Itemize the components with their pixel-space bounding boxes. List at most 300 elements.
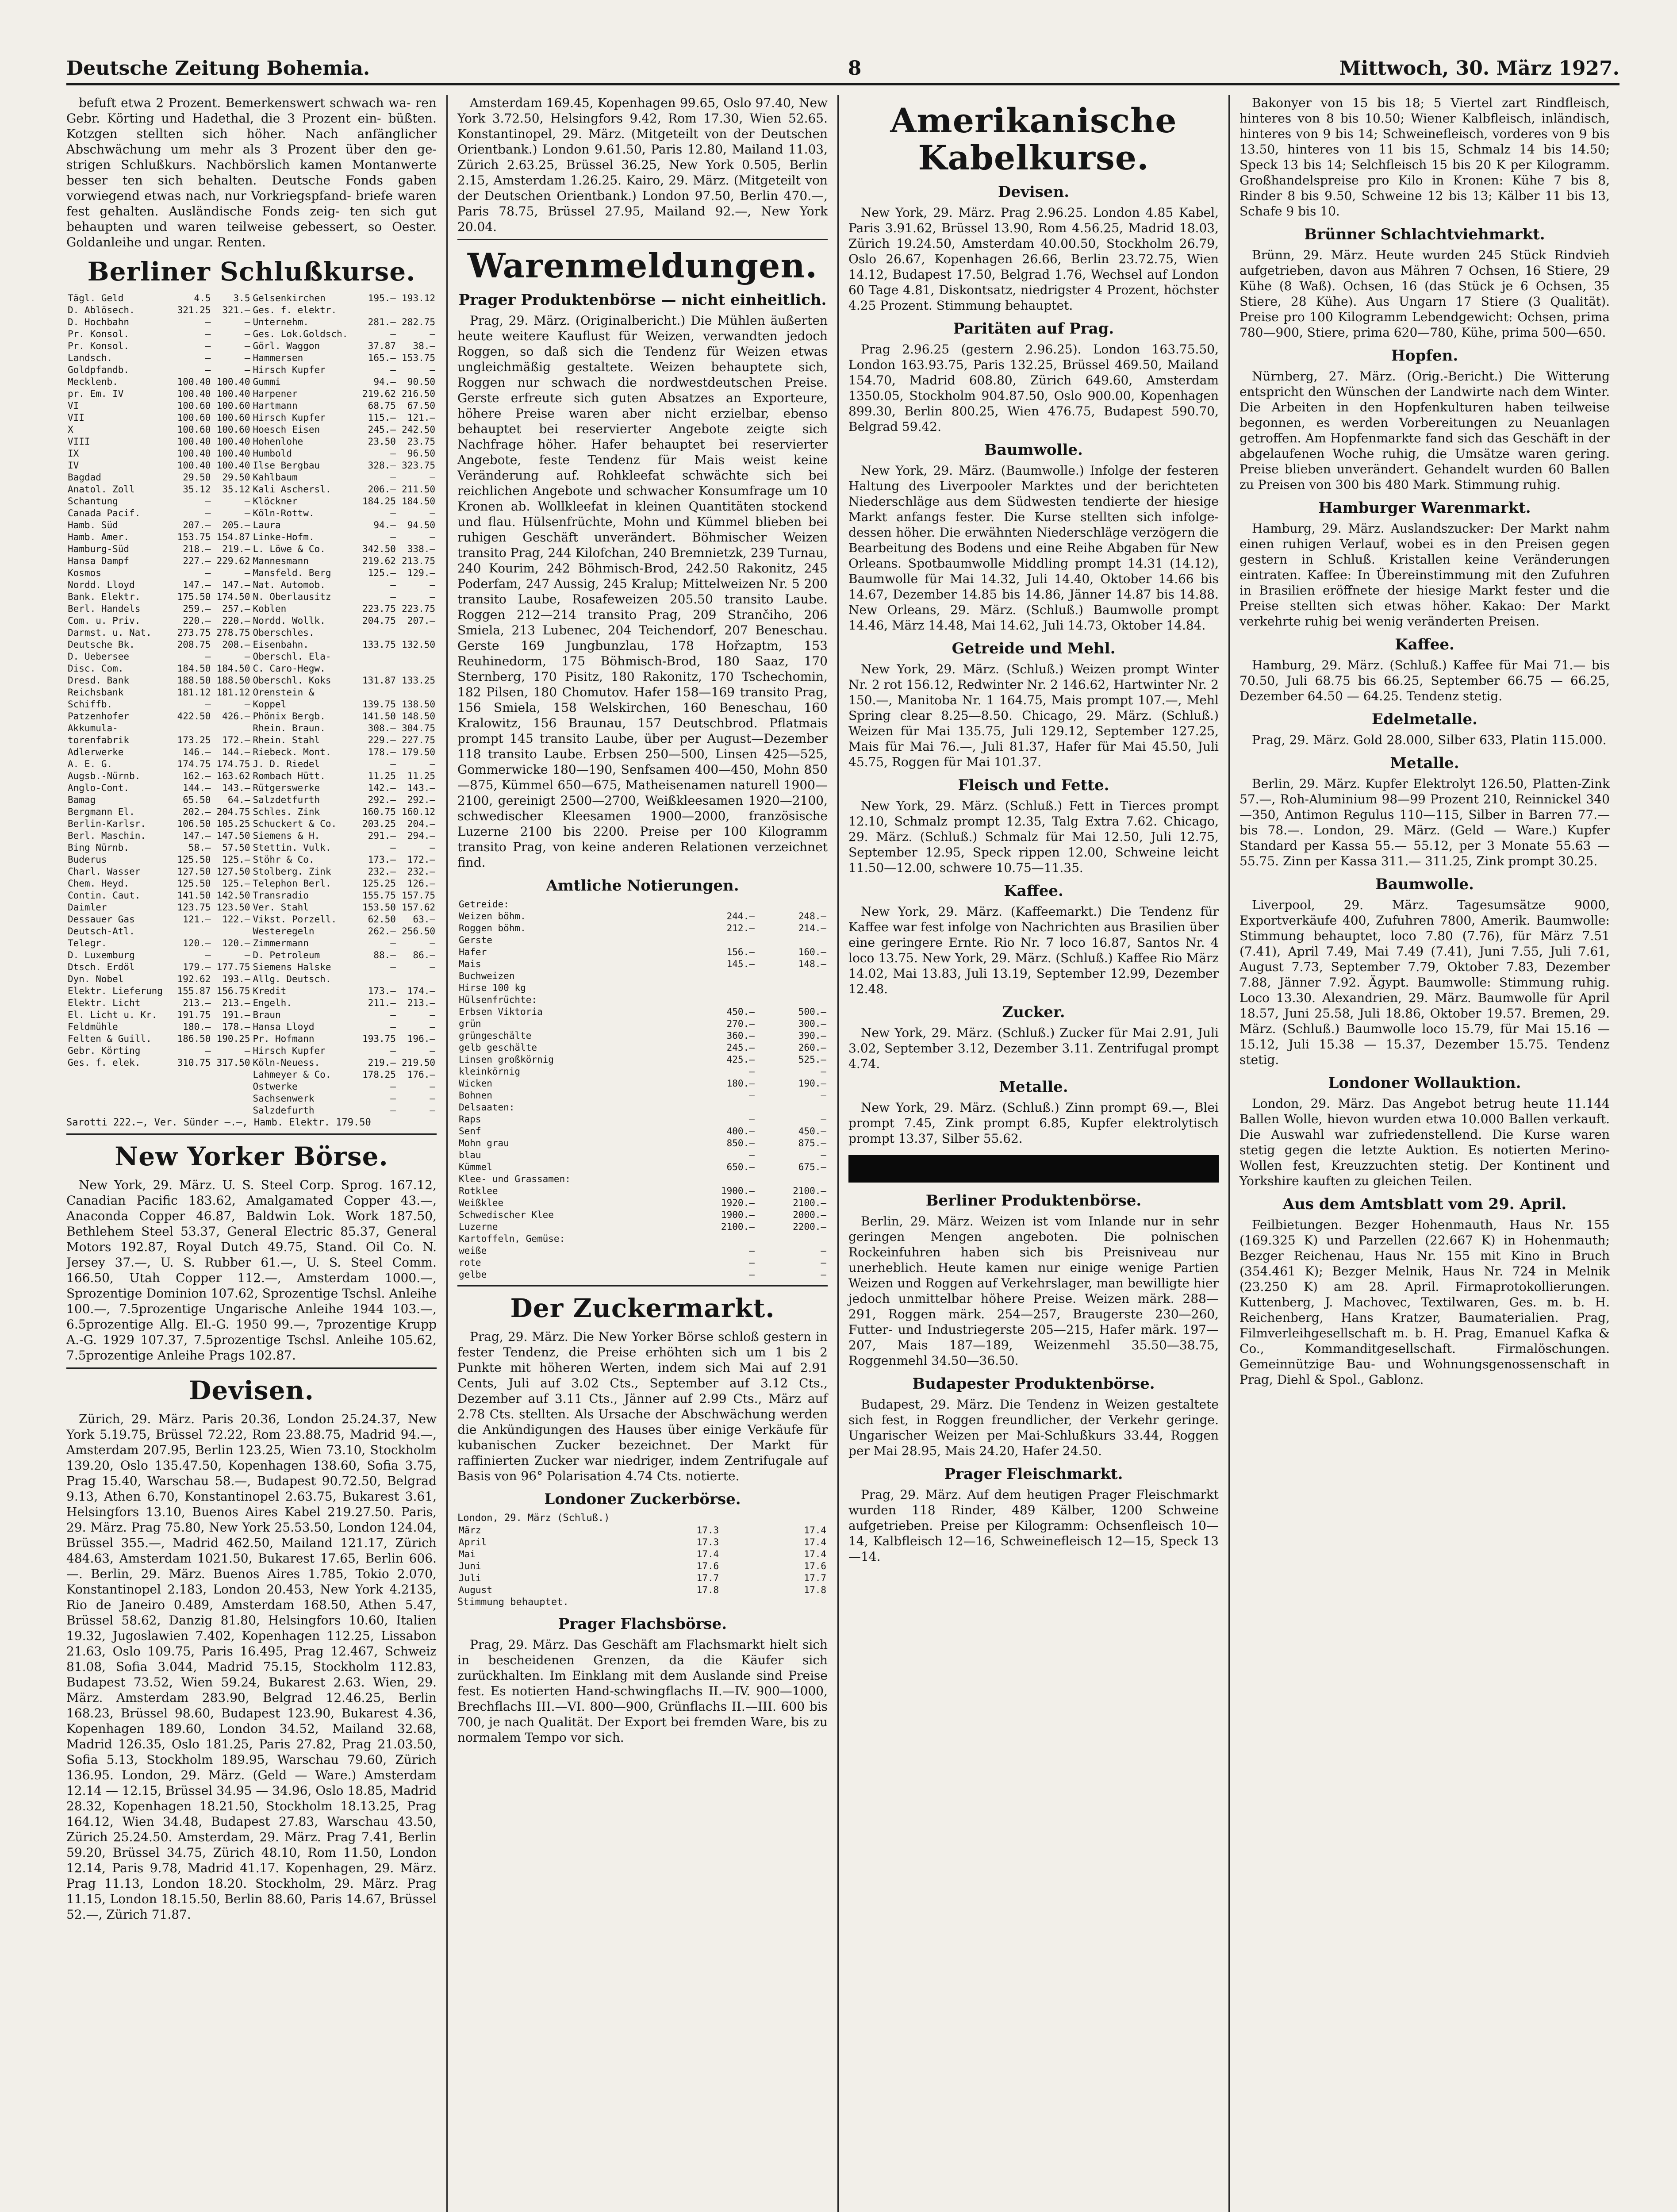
table-cell: 360.— [726, 1030, 755, 1041]
londoner-zuckerboerse-footer: Stimmung behauptet. [457, 1597, 569, 1608]
table-cell: — [430, 842, 435, 853]
table-cell: 2000.— [793, 1210, 826, 1220]
table-cell: 127.50 [216, 866, 250, 877]
table-row [66, 484, 437, 495]
table-cell: Vikst. Porzell. [253, 914, 337, 925]
table-cell: 213.75 [402, 556, 435, 566]
table-cell: — [244, 508, 250, 518]
market-report-intro: befuft etwa 2 Prozent. Bemerkenswert schwach wa- ren Gebr. Körting und Hadethal, die 3 Prozent ein- büßten. Kotzgen stellten sich höher. Nach anfänglicher Abschwächung um mehr als 3 Prozent über den ge- strigen Schlußkurs. Nachbörslich kamen Montanwerte besser ten sich behalten. Deutsche Fonds gaben vorwiegend etwas nach, nur Vorkriegspfand- briefe waren fest gehalten. Ausländische Fonds zeig- ten sich gut behaupten und waren teilweise gebessert, so Oester. Goldanleihe und ungar. Renten. [66, 96, 437, 250]
table-cell: 100.40 [177, 388, 211, 399]
table-row [66, 448, 437, 460]
table-cell: Wicken [459, 1078, 492, 1089]
table-cell: — [430, 1022, 435, 1032]
table-cell: 138.50 [402, 699, 435, 710]
table-row [66, 316, 437, 328]
table-cell: — [430, 938, 435, 949]
table-row [457, 1078, 828, 1090]
table-cell: Kredit [253, 986, 287, 996]
table-cell: Delsaaten: [459, 1102, 515, 1113]
table-cell: — [390, 591, 396, 602]
table-cell: 23.75 [407, 436, 435, 447]
table-cell: — [390, 580, 396, 590]
table-cell: 160.12 [402, 806, 435, 817]
schlusskurse-footer: Sarotti 222.—, Ver. Sünder —.—, Hamb. Elektr. 179.50 [66, 1117, 371, 1128]
divider [457, 239, 828, 240]
table-cell: — [244, 353, 250, 363]
table-cell: 23.50 [368, 436, 396, 447]
table-row [457, 922, 828, 934]
hamburger-warenmarkt-text: Hamburg, 29. März. Auslandszucker: Der Markt nahm einen ruhigen Verlauf, wobei es in den Preisen gegen gestern in Schluß. Kristallen keine Veränderungen eintraten. Kaffee: In Übereinstimmung mit den Zufuhren in Brasilien eröffnete der hiesige Markt fester und die Preise stellten sich etwas höher. Kakao: Der Markt verkehrte ruhig bei wenig veränderten Preisen. [1240, 521, 1610, 629]
table-row [66, 1105, 437, 1117]
table-cell [756, 1102, 828, 1114]
table-cell: 163.62 [216, 771, 250, 781]
table-cell: Koppel [253, 699, 287, 710]
table-cell: 310.75 [177, 1057, 211, 1068]
table-cell [173, 1105, 212, 1117]
table-row [457, 1161, 828, 1173]
table-cell: D. Luxemburg [68, 950, 135, 960]
table-cell: 218.— [183, 544, 211, 554]
table-row [66, 1081, 437, 1093]
table-cell: Mohn grau [459, 1138, 509, 1148]
table-cell: — [244, 496, 250, 507]
table-cell: Daimler [68, 902, 107, 913]
table-cell: 317.50 [216, 1057, 250, 1068]
divider [66, 1367, 437, 1369]
table-cell: Koblen [253, 603, 287, 614]
table-row [66, 1057, 437, 1069]
table-cell: 174.75 [177, 759, 211, 769]
kabelkurse-devisen-title: Devisen. [998, 183, 1070, 201]
table-row [457, 1066, 828, 1078]
table-cell: 179.— [183, 962, 211, 972]
table-cell: kleinkörnig [459, 1066, 521, 1077]
table-cell: Ilse Bergbau [253, 460, 320, 471]
table-cell: Mansfeld. Berg [253, 568, 331, 578]
table-row [66, 424, 437, 436]
kaffee-hamburg-title: Kaffee. [1395, 636, 1454, 653]
table-row [457, 1185, 828, 1197]
table-cell: — [205, 365, 211, 375]
table-row [66, 663, 437, 675]
table-cell: 178.— [222, 1022, 250, 1032]
table-cell: 17.3 [696, 1525, 719, 1536]
table-cell: Kosmos [68, 568, 101, 578]
table-cell: Rütgerswerke [253, 783, 320, 793]
zuckermarkt-text: Prag, 29. März. Die New Yorker Börse schloß gestern in fester Tendenz, die Preise erhöhten sich um 1 bis 2 Punkte mit höheren Werten, indem sich Mai auf 2.91 Cents, Juli auf 3.02 Cts., September auf 3.12 Cts., Dezember auf 3.11 Cts., Jänner auf 2.99 Cts., März auf 2.78 Cts. stellten. Als Ursache der Abschwächung werden die Ankündigungen des Hauses über einige Verkäufe für kubanischen Zucker bezeichnet. Der Markt für raffinierten Zucker war niedriger, indem Zentrifugale auf Basis von 96° Polarisation 4.74 Cts. notierte. [457, 1329, 828, 1483]
table-cell: 181.12 [216, 687, 250, 698]
table-row [457, 899, 828, 910]
table-cell: 90.50 [407, 376, 435, 387]
table-cell: 294.— [407, 830, 435, 841]
table-cell: Oberschl. Koks [253, 675, 331, 686]
table-cell [684, 994, 756, 1006]
table-cell: 257.— [222, 603, 250, 614]
table-cell: 1900.— [721, 1186, 755, 1196]
table-cell: 213.— [407, 998, 435, 1008]
table-cell: Nordd. Wollk. [253, 615, 326, 626]
amtliche-notierungen-title: Amtliche Notierungen. [546, 877, 739, 895]
table-cell: 126.— [407, 878, 435, 889]
table-cell [358, 304, 397, 316]
column-1 [66, 95, 448, 2212]
table-cell: Weißklee [459, 1198, 504, 1208]
table-row [457, 1257, 828, 1269]
table-cell: Schiffb. [68, 699, 113, 710]
table-cell [397, 627, 437, 639]
table-cell: IV [68, 460, 79, 471]
table-cell: Berl. Handels [68, 603, 141, 614]
table-cell: Bamag [68, 795, 96, 805]
table-cell: 62.50 [368, 914, 396, 925]
edelmetalle-text: Prag, 29. März. Gold 28.000, Silber 633, Platin 115.000. [1252, 733, 1607, 747]
table-cell: 875.— [798, 1138, 826, 1148]
table-row [457, 1525, 828, 1536]
table-row [66, 495, 437, 507]
table-cell: 4.5 [194, 293, 211, 303]
table-cell: Rotklee [459, 1186, 498, 1196]
table-cell: 58.— [188, 842, 211, 853]
kaffee-hamburg-text: Hamburg, 29. März. (Schluß.) Kaffee für Mai 71.— bis 70.50, Juli 68.75 bis 66.25, September 66.75 — 66.25, Dezember 64.50 — 64.25. Tendenz stetig. [1240, 658, 1610, 703]
table-row [457, 1536, 828, 1548]
table-cell: 123.75 [177, 902, 211, 913]
table-cell: 173.— [368, 854, 396, 865]
wollauktion-title: Londoner Wollauktion. [1328, 1074, 1521, 1092]
table-cell: 154.87 [216, 532, 250, 542]
table-cell: — [430, 591, 435, 602]
table-row [66, 985, 437, 997]
table-cell: 292.— [368, 795, 396, 805]
table-row [66, 1093, 437, 1105]
table-cell [173, 926, 212, 937]
table-cell: — [244, 329, 250, 339]
table-row [66, 1009, 437, 1021]
table-cell: Lahmeyer & Co. [253, 1069, 331, 1080]
table-cell: 186.50 [177, 1033, 211, 1044]
table-cell: Engelh. [253, 998, 292, 1008]
table-cell: 94.50 [407, 520, 435, 530]
paritaeten-text: Prag 2.96.25 (gestern 2.96.25). London 163.75.50, London 163.93.75, Paris 132.25, Brüssel 469.50, Mailand 154.70, Madrid 608.80, Zürich 649.60, Amsterdam 1350.05, Stockholm 904.87.50, Oslo 900.00, Kopenhagen 899.30, Berlin 800.25, Wien 476.75, Budapest 590.70, Belgrad 59.42. [848, 342, 1219, 434]
table-row [66, 555, 437, 567]
table-row [457, 1572, 828, 1584]
table-cell: Mecklenb. [68, 376, 118, 387]
table-cell: Kahlbaum [253, 472, 298, 483]
prager-produktenboerse-title: Prager Produktenbörse — nicht einheitlich. [458, 291, 827, 309]
table-cell: Berl. Maschin. [68, 830, 146, 841]
baumwolle-liverpool-title: Baumwolle. [1375, 876, 1474, 893]
table-cell: Pr. Hofmann [253, 1033, 315, 1044]
table-cell: 17.4 [804, 1537, 826, 1548]
table-row [457, 1149, 828, 1161]
table-cell: 172.— [407, 854, 435, 865]
table-cell: 400.— [726, 1126, 755, 1137]
table-cell: 65.50 [183, 795, 211, 805]
table-cell: Siemens Halske [253, 962, 331, 972]
table-row [66, 830, 437, 842]
table-cell: 213.— [222, 998, 250, 1008]
table-cell [684, 970, 756, 982]
table-cell: 64.— [227, 795, 250, 805]
table-cell: — [390, 448, 396, 459]
table-cell: 219.62 [362, 388, 396, 399]
table-cell: 270.— [726, 1018, 755, 1029]
table-cell: Dessauer Gas [68, 914, 135, 925]
table-cell: 193.— [222, 974, 250, 984]
table-row [66, 961, 437, 973]
table-cell: 153.75 [177, 532, 211, 542]
table-cell [212, 1093, 251, 1105]
table-cell: 100.40 [216, 388, 250, 399]
table-cell: 165.— [368, 353, 396, 363]
table-cell: Com. u. Priv. [68, 615, 141, 626]
table-cell: 207.— [407, 615, 435, 626]
table-cell: — [749, 1114, 755, 1125]
table-row [457, 1018, 828, 1030]
table-cell: — [749, 1257, 755, 1268]
table-cell: 300.— [798, 1018, 826, 1029]
table-row [66, 699, 437, 710]
table-cell: J. D. Riedel [253, 759, 320, 769]
table-cell: — [821, 1150, 826, 1160]
table-cell [173, 1093, 212, 1105]
table-cell: Harpener [253, 388, 298, 399]
londoner-zuckerboerse-table [457, 1525, 828, 1596]
table-cell: Anglo-Cont. [68, 783, 130, 793]
table-cell: 308.— [368, 723, 396, 733]
table-cell: 850.— [726, 1138, 755, 1148]
schlachtviehmarkt-title: Brünner Schlachtviehmarkt. [1304, 226, 1545, 243]
table-cell: Hohenlohe [253, 436, 303, 447]
table-cell: 17.6 [696, 1561, 719, 1571]
table-cell [756, 982, 828, 994]
table-row [66, 997, 437, 1009]
table-cell: 144.— [183, 783, 211, 793]
table-cell: Kümmel [459, 1162, 492, 1172]
table-cell: — [821, 1114, 826, 1125]
table-cell: 202.— [183, 806, 211, 817]
table-cell: — [244, 950, 250, 960]
table-cell: 205.— [222, 520, 250, 530]
berliner-schlusskurse-table [66, 292, 437, 1117]
table-cell: 184.25 [362, 496, 396, 507]
table-cell: 292.— [407, 795, 435, 805]
table-cell: — [749, 1066, 755, 1077]
table-cell [397, 304, 437, 316]
table-cell: Dresd. Bank [68, 675, 130, 686]
table-row [457, 946, 828, 958]
table-row [66, 412, 437, 424]
table-cell: 125.25 [362, 878, 396, 889]
table-cell: Hamb. Süd [68, 520, 118, 530]
table-cell: 206.— [368, 484, 396, 495]
table-row [457, 1030, 828, 1042]
table-cell: 232.— [407, 866, 435, 877]
table-cell: Rombach Hütt. [253, 771, 326, 781]
hopfen-title: Hopfen. [1391, 347, 1458, 365]
table-row [66, 376, 437, 388]
table-cell: 115.— [368, 412, 396, 423]
table-cell: 120.— [183, 938, 211, 949]
table-cell: 184.50 [402, 496, 435, 507]
table-cell: 179.50 [402, 747, 435, 757]
table-cell [397, 687, 437, 699]
table-cell: 17.7 [696, 1573, 719, 1583]
table-cell: 525.— [798, 1054, 826, 1065]
table-cell: 100.60 [216, 412, 250, 423]
table-cell: 211.50 [402, 484, 435, 495]
table-cell: 157.75 [402, 890, 435, 901]
table-cell: 122.— [222, 914, 250, 925]
table-row [457, 1221, 828, 1233]
table-cell: Darmst. u. Nat. [68, 627, 152, 638]
table-row [66, 902, 437, 914]
table-row [457, 910, 828, 922]
table-cell: 139.75 [362, 699, 396, 710]
table-cell: D. Hochbahn [68, 317, 130, 327]
table-cell: 2100.— [721, 1221, 755, 1232]
table-cell: Ver. Stahl [253, 902, 309, 913]
table-cell: Bergmann El. [68, 806, 135, 817]
table-cell: Ges. Lok.Goldsch. [253, 329, 348, 339]
table-cell: 242.50 [402, 424, 435, 435]
table-cell: — [205, 317, 211, 327]
table-cell: Erbsen Viktoria [459, 1006, 543, 1017]
table-cell: — [205, 1045, 211, 1056]
table-row [66, 842, 437, 854]
table-cell: Eisenbahn. [253, 639, 309, 650]
masthead-title: Deutsche Zeitung Bohemia. [66, 57, 370, 80]
table-cell: 100.40 [216, 436, 250, 447]
table-cell: 232.— [368, 866, 396, 877]
amtsblatt-text: Feilbietungen. Bezger Hohenmauth, Haus Nr. 155 (169.325 K) und Parzellen (22.667 K) in Hohenmauth; Bezger Reichenau, Haus Nr. 155 mit Kino in Bruch (354.461 K); Bezger Melnik, Haus Nr. 724 in Melnik (23.250 K) am 28. April. Firmaprotokollierungen. Kuttenberg, J. Machovec, Textilwaren, Ges. m. b. H. Reichenberg, Hans Kratzer, Baumaterialien. Prag, Filmverleihgesellschaft m. b. H. Prag, Emanuel Kafka & Co., Kommanditgesellschaft. Firmalöschungen. Gemeinnützige Bau- und Wohnungsgenossenschaft in Prag, Diehl & Spol., Gablonz. [1240, 1217, 1610, 1387]
table-cell: — [205, 341, 211, 351]
baumwolle-title: Baumwolle. [984, 441, 1083, 459]
divider [457, 1285, 828, 1286]
table-cell: Schwedischer Klee [459, 1210, 554, 1220]
londoner-zuckerboerse-intro: London, 29. März (Schluß.) [457, 1513, 610, 1524]
table-cell: Chem. Heyd. [68, 878, 130, 889]
table-cell: 204.75 [362, 615, 396, 626]
table-cell [66, 1093, 173, 1105]
table-row [66, 890, 437, 902]
table-row [66, 687, 437, 699]
table-cell: Patzenhofer [68, 711, 130, 722]
masthead-date: Mittwoch, 30. März 1927. [1339, 57, 1619, 80]
table-row [457, 1137, 828, 1149]
table-cell: 2100.— [793, 1186, 826, 1196]
table-cell: Raps [459, 1114, 481, 1125]
table-cell: — [821, 1257, 826, 1268]
table-row [66, 854, 437, 866]
table-cell: 160.75 [362, 806, 396, 817]
table-cell: Juli [459, 1573, 481, 1583]
zucker-text: New York, 29. März. (Schluß.) Zucker für Mai 2.91, Juli 3.02, September 3.12, Dezember 3.11. Zentrifugal prompt 4.74. [848, 1025, 1219, 1071]
table-cell: Elektr. Licht [68, 998, 141, 1008]
table-cell [212, 1081, 251, 1093]
table-cell: 147.— [183, 830, 211, 841]
table-cell: 223.75 [362, 603, 396, 614]
table-row [66, 328, 437, 340]
table-cell: 282.75 [402, 317, 435, 327]
table-row [66, 1021, 437, 1033]
table-row [457, 1233, 828, 1245]
table-cell: 259.— [183, 603, 211, 614]
table-cell [173, 722, 212, 734]
table-row [66, 460, 437, 472]
table-cell: Dyn. Nobel [68, 974, 124, 984]
table-cell: 422.50 [177, 711, 211, 722]
table-cell [358, 687, 397, 699]
table-row [66, 806, 437, 818]
zucker-title: Zucker. [1002, 1003, 1065, 1021]
table-cell: 214.— [798, 923, 826, 933]
table-cell: Hirsch Kupfer [253, 365, 326, 375]
table-cell: Pr. Konsol. [68, 329, 130, 339]
table-cell: Deutsch-Atl. [68, 926, 135, 937]
table-cell: — [821, 1269, 826, 1280]
table-cell: Contin. Caut. [68, 890, 141, 901]
table-cell: — [430, 1010, 435, 1020]
table-cell: — [205, 508, 211, 518]
table-cell [66, 1081, 173, 1093]
table-cell: 37.87 [368, 341, 396, 351]
table-cell: Unternehm. [253, 317, 309, 327]
table-row [66, 531, 437, 543]
table-cell: 281.— [368, 317, 396, 327]
table-cell: 1920.— [721, 1198, 755, 1208]
table-row [66, 388, 437, 400]
table-cell: 500.— [798, 1006, 826, 1017]
table-row [66, 734, 437, 746]
prager-flachsboerse-text: Prag, 29. März. Das Geschäft am Flachsmarkt hielt sich in bescheidenen Grenzen, da die Käufer sich zurückhalten. Im Einklang mit dem Auslande sind Preise fest. Es notierten Hand-schwingflachs II.—IV. 900—1000, Brechflachs III.—VI. 800—900, Grünflachs II.—III. 600 bis 700, je nach Qualität. Der Export bei fremden Ware, bis zu normalem Tempo vor sich. [457, 1637, 828, 1745]
table-cell: Stöhr & Co. [253, 854, 315, 865]
table-cell: — [390, 1081, 396, 1092]
table-cell: Kali Aschersl. [253, 484, 331, 495]
wollauktion-text: London, 29. März. Das Angebot betrug heute 11.144 Ballen Wolle, hievon wurden etwa 10.000 Ballen verkauft. Die Auswahl war zufriedenstellend. Die Kurse waren stetig gegen die letzte Auktion. Es notierten Merino-Wollen fest, Kreuzzuchten stetig. Der Kontinent und Yorkshire kauften zu gleichen Teilen. [1240, 1096, 1610, 1188]
table-cell: 219.62 [362, 556, 396, 566]
fleisch-fette-text: New York, 29. März. (Schluß.) Fett in Tierces prompt 12.10, Schmalz prompt 12.35, Talg Extra 7.62. Chicago, 29. März. (Schluß.) Schmalz für Mai 12.50, Juli 12.75, September 12.95, Speck rippen 12.00, Schweine leicht 11.50—12.00, schwere 10.75—11.35. [848, 799, 1219, 875]
table-cell: 256.50 [402, 926, 435, 937]
table-cell: Sachsenwerk [253, 1093, 315, 1104]
table-cell: 178.25 [362, 1069, 396, 1080]
table-cell: N. Oberlausitz [253, 591, 331, 602]
table-cell: 125.— [368, 568, 396, 578]
table-cell: 127.50 [177, 866, 211, 877]
table-cell: 38.— [413, 341, 435, 351]
table-cell: Juni [459, 1561, 481, 1571]
table-cell: 147.— [222, 580, 250, 590]
table-cell: 184.50 [216, 663, 250, 674]
table-cell [756, 994, 828, 1006]
table-cell [684, 899, 756, 910]
table-cell: 204.— [407, 818, 435, 829]
table-row [66, 878, 437, 890]
table-cell: — [390, 532, 396, 542]
table-row [66, 639, 437, 651]
table-cell: Hirse 100 kg [459, 983, 526, 993]
table-cell: 100.40 [216, 376, 250, 387]
table-row [66, 304, 437, 316]
table-cell: 191.75 [177, 1010, 211, 1020]
table-cell: Gelsenkirchen [253, 293, 326, 303]
metalle-berlin-text: Berlin, 29. März. Kupfer Elektrolyt 126.50, Platten-Zink 57.—, Roh-Aluminium 98—99 Prozent 210, Reinnickel 340—350, Antimon Regulus 110—115, Silber in Barren 77.— bis 78.—. London, 29. März. (Geld — Ware.) Kupfer Standard per Kassa 55.— 55.12, per 3 Monate 55.63 — 55.75. Zinn per Kassa 311.— 311.25, Zink prompt 30.25. [1240, 776, 1610, 868]
table-cell: 147.— [183, 580, 211, 590]
table-cell: — [244, 317, 250, 327]
table-row [66, 782, 437, 794]
table-cell: — [390, 759, 396, 769]
table-cell: 88.— [373, 950, 396, 960]
table-cell: 17.6 [804, 1561, 826, 1571]
